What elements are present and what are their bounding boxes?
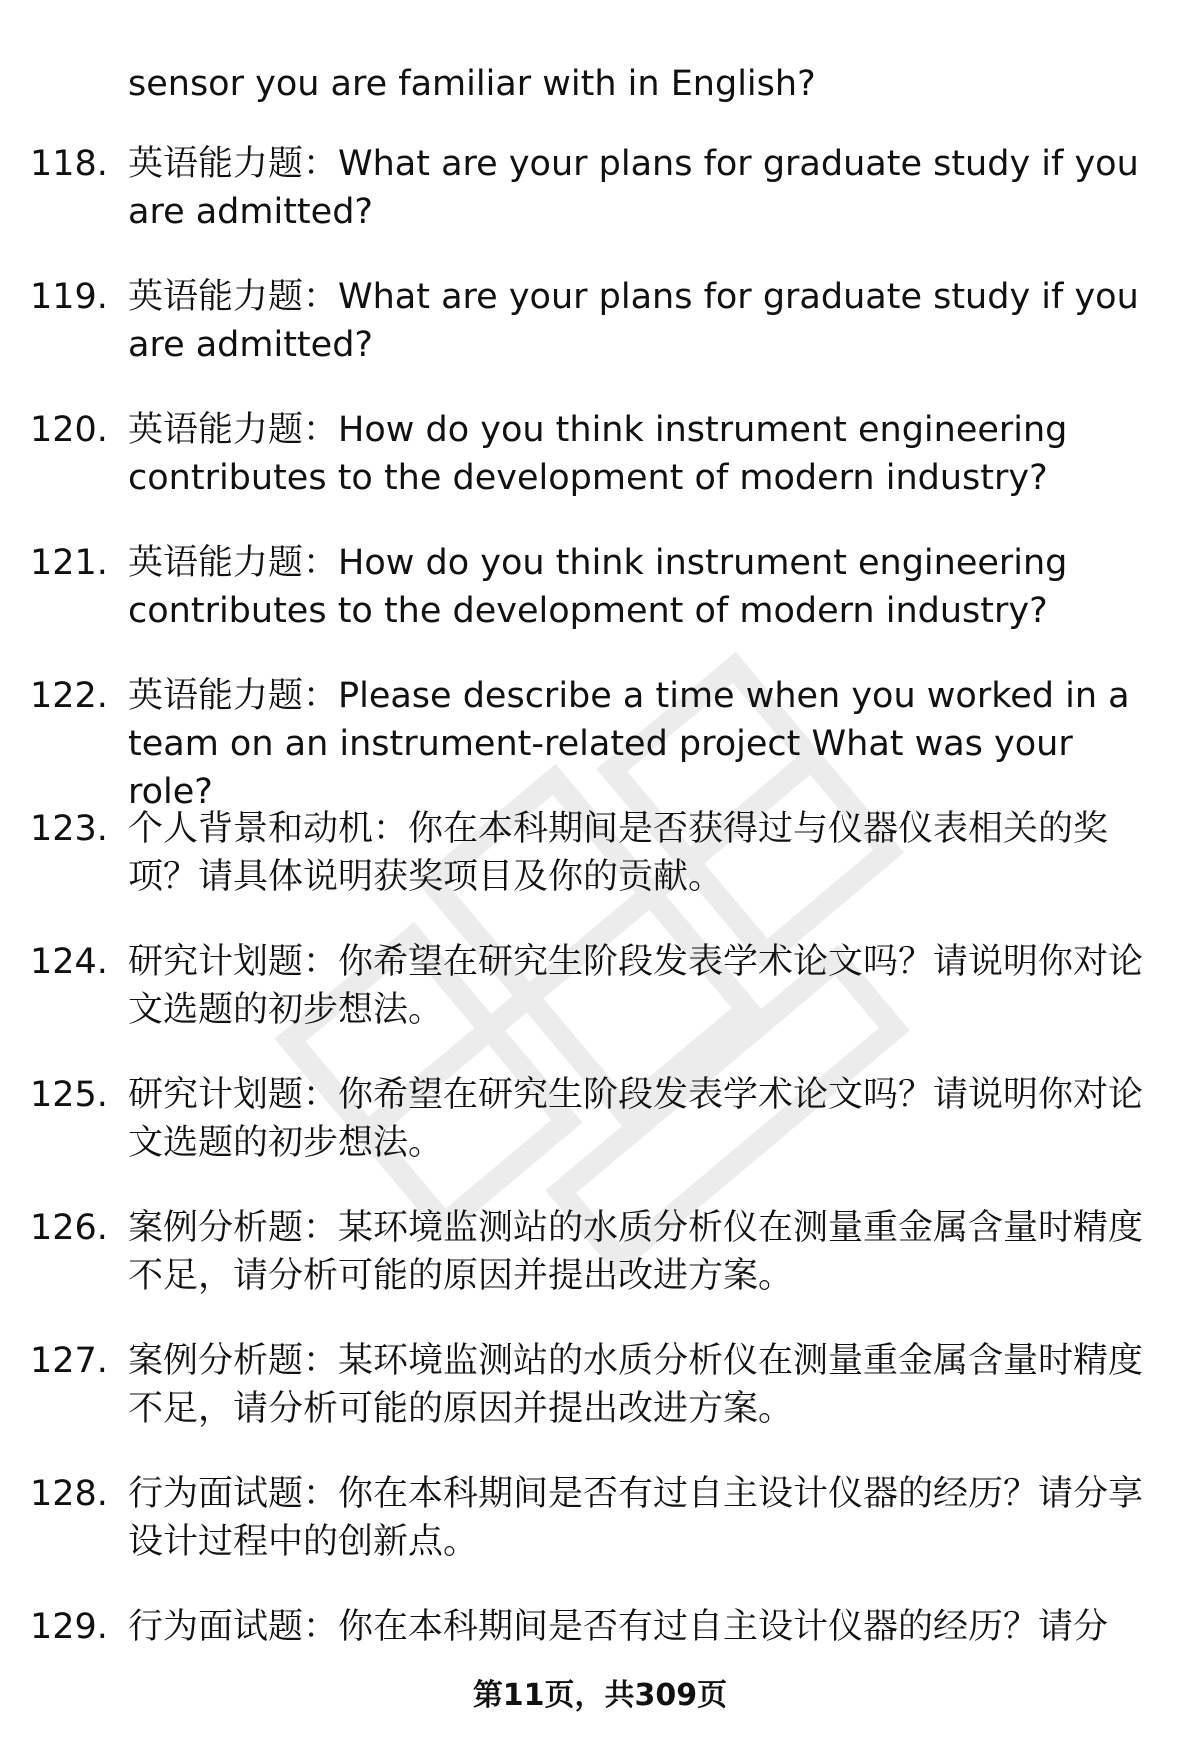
question-text: 个人背景和动机：你在本科期间是否获得过与仪器仪表相关的奖项？请具体说明获奖项目及你的贡献。 [128, 809, 1109, 897]
question-number: 119. [30, 277, 108, 317]
question-number: 120. [30, 410, 108, 450]
question-text: 英语能力题：What are your plans for graduate study if you are admitted? [128, 277, 1139, 365]
question-text: 英语能力题：How do you think instrument engineering contributes to the development of modern industry? [128, 410, 1068, 498]
list-item [0, 273, 1200, 406]
list-item [0, 1603, 1200, 1736]
question-number: 123. [30, 809, 108, 849]
page-footer: 第11页，共309页 [472, 1678, 728, 1713]
question-number: 125. [30, 1075, 108, 1115]
question-text: 英语能力题：What are your plans for graduate study if you are admitted? [128, 144, 1139, 232]
question-number: 121. [30, 543, 108, 583]
list-item [0, 140, 1200, 273]
list-item [0, 672, 1200, 812]
question-text: 行为面试题：你在本科期间是否有过自主设计仪器的经历？请分 [128, 1607, 1109, 1647]
list-item [0, 1204, 1200, 1337]
question-text: 英语能力题：Please describe a time when you worked in a team on an instrument-related project What was your role? [128, 676, 1130, 812]
question-text: 英语能力题：How do you think instrument engineering contributes to the development of modern industry? [128, 543, 1068, 631]
question-number: 124. [30, 942, 108, 982]
question-number: 126. [30, 1208, 108, 1248]
question-number: 127. [30, 1341, 108, 1381]
question-list [0, 140, 1200, 1736]
list-item [0, 1470, 1200, 1603]
question-text: 行为面试题：你在本科期间是否有过自主设计仪器的经历？请分享设计过程中的创新点。 [128, 1474, 1144, 1562]
list-item [0, 539, 1200, 672]
list-item [0, 938, 1200, 1071]
question-text: 研究计划题：你希望在研究生阶段发表学术论文吗？请说明你对论文选题的初步想法。 [128, 1075, 1144, 1163]
question-number: 118. [30, 144, 108, 184]
question-text: 研究计划题：你希望在研究生阶段发表学术论文吗？请说明你对论文选题的初步想法。 [128, 942, 1144, 1030]
question-text: 案例分析题：某环境监测站的水质分析仪在测量重金属含量时精度不足，请分析可能的原因并提出改进方案。 [128, 1341, 1144, 1429]
list-item [0, 805, 1200, 938]
list-item [0, 406, 1200, 539]
question-number: 122. [30, 676, 108, 716]
list-item [0, 1071, 1200, 1204]
question-number: 129. [30, 1607, 108, 1647]
question-text: 案例分析题：某环境监测站的水质分析仪在测量重金属含量时精度不足，请分析可能的原因并提出改进方案。 [128, 1208, 1144, 1296]
list-item [0, 1337, 1200, 1470]
question-number: 128. [30, 1474, 108, 1514]
continued-question-text: sensor you are familiar with in English? [128, 64, 816, 104]
